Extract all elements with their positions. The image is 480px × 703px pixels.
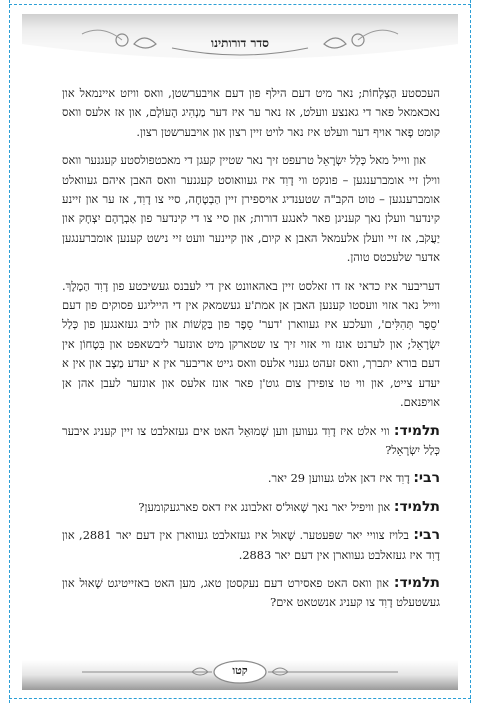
dialog-line — [62, 469, 440, 488]
dialog-text: דָוִד איז דאן אלט געווען 29 יאר. — [267, 471, 410, 486]
dialog-text: און וויפיל יאר נאך שָׁאוּל'ס זאלבונג איז דאס פארגעקומען? — [138, 499, 391, 514]
speaker-label: תלמיד: — [393, 498, 440, 515]
paragraph-3: דעריבער איז כדאי אז דו זאלסט זיין באהאוונט אין די לעבנס געשיכטע פון דָוִד הַמֶלֶךְ. ווייל נאר אזוי וועסטו קענען האבן אן אמת'ע געשמאק אין די הייליגע פסוקים פון דעם 'סֵפֶר תְּהִלִּים', וועלכע איז געווארן 'דער' סֵפֶר פון בַּקָשׁוֹת און לויב געזאנגען פון כְּלַל יִשְׂרָאֵל; און לערנט אונז ווי אזוי זיך צו שטארקן מיט אונזער ליבשאפט און בִּטָחוֹן אין דעם בורא יתברך, וואס זעהט גענוי אלעס וואס גייט אריבער אין א יעדע מַצָב און אין א יעדע צייט, און ווי טו צופירן צום גוט'ן פאר אונז אלעס און אונזער לעבן אהן אן אויפנאם. — [62, 278, 440, 410]
frame-bottom-border — [9, 698, 471, 699]
paragraph-1: העכסטע הַצְלָחוֹת; נאר מיט דעם הילף פון דעם אויבערשטן, וואס וויזט איינמאל און נאכאמאל פאר די גאנצע וועלט, אז נאר ער איז דער מַנְהִיג הָעוֹלָם, און אז אלעס וואס קומט פָאר אויף דער וועלט איז נאר לויט זיין רצון און אויבערשטן רצון. — [62, 86, 440, 139]
page-footer — [22, 654, 458, 690]
dialog-text: בלויז צוויי יאר שפּעטער. שָׁאוּל איז געזאלבט געווארן אין דעם יאר 2881, און דָוִד איז געזאלבט געווארן אין דעם יאר 2883. — [62, 528, 440, 562]
paragraph-2: און ווייל מאל כְּלַל יִשְׂרָאֵל טרעפט זיך נאר שטיין קעגן די מאכטפולסטע קעגנער וואס ווילן זיי אומברענגען – פונקט ווי דָוִד איז געוואוסט קעגנער וואס האבן איהם געוואלט אומברענגען – טוט הקב"ה שטענדיג אויספירן זיין הַבְטָחָה, סיי צו דָוִד, אז ער און זיינע קינדער וועלן נאך קעניגן פאר לאנגע דורות; און סיי צו די קינדער פון אַבְרָהָם יִצְחָק און יַעֲקֹב, אז זיי וועלן אלעמאל האבן א קיום, און קיינער וועט זיי נישט קענען אומברענגען אדער שלעכטס טוהן. — [62, 153, 440, 265]
speaker-label: תלמיד: — [393, 422, 440, 439]
dialog-line — [62, 422, 440, 461]
frame-top-border — [9, 4, 471, 5]
running-header-title: סדר דורותינו — [211, 36, 269, 50]
speaker-label: רבי: — [413, 470, 440, 487]
page-header — [22, 14, 458, 56]
dialog-text: און וואס האט פאסירט דעם נעקסטן טאג, מען האט באזייטיגט שָׁאוּל און געשטעלט דָוִד צו קעניג אנשטאט אים? — [62, 575, 440, 610]
dialog-text: ווי אלט איז דָוִד געווען ווען שְׁמוּאֵל האט אים געזאלבט צו זיין קעניג איבער כְּלַל יִשְׂרָאֵל? — [62, 423, 440, 457]
book-page — [22, 14, 458, 690]
dialog-line — [62, 526, 440, 565]
dialog-line — [62, 498, 440, 517]
speaker-label: רבי: — [413, 527, 440, 544]
page-body — [62, 84, 440, 622]
page-number: קטו — [232, 664, 248, 677]
speaker-label: תלמיד: — [393, 574, 440, 591]
dialog-line — [62, 574, 440, 613]
